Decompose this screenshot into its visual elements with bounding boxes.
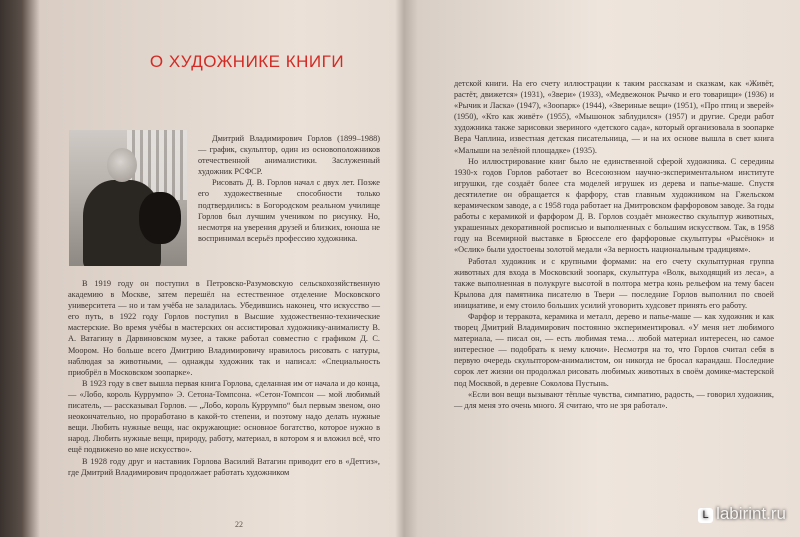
paragraph: Работал художник и с крупными формами: на его счету скульптурная группа животных для входа в Московский зоопарк, скульптура «Волк, выходящий из леса», а также выполненная в полукруге высотой в полтора метра конь рельефом на тему басен Крылова для памятника писателю в Твери — последние Горлов выполнил по своей инициативе, и ему стоило больших усилий уговорить худсовет принять его работу. <box>454 256 774 310</box>
paragraph: В 1919 году он поступил в Петровско-Разумовскую сельскохозяйственную академию в Москве, затем перешёл на естественное отделение Московского университета — но и там учёба не заладилась. Убедившись наконец, что искусство — его путь, в 1922 году Горлов поступил в Высшие художественно-технические мастерские. Во время учёбы в мастерских он ассистировал художнику-анималисту В. А. Ватагину в Дарвиновском музее, а также работал совместно с графиком Д. С. Моором. Но больше всего Дмитрию Владимировичу нравилось рисовать с натуры, наблюдая за животными, — однажды художник так и написал: «Специальность приобрёл в Московском зоопарке». <box>68 279 380 377</box>
labirint-logo-icon: L <box>698 508 713 523</box>
labirint-watermark <box>698 504 786 524</box>
paragraph: детской книги. На его счету иллюстрации к таким рассказам и сказкам, как «Живёт, растёт, движется» (1931), «Звери» (1933), «Медвежонок Рычко и его товарищи» (1936) и «Рычик и Ласка» (1947), «Зоопарк» (1944), «Звериные вещи» (1951), «Про птиц и зверей» (1950), «Кто как живёт» (1955), «Мышонок заблудился» (1957) и другие. Среди работ художника также зарисовки звериного «детского сада», который организовала в зоопарке Вера Чаплина, известная детская писательница, — и на их основе вышла в свет книга «Малыши на зелёной площадке» (1935). <box>454 79 774 155</box>
intro-text <box>198 133 380 244</box>
paragraph: В 1923 году в свет вышла первая книга Горлова, сделанная им от начала и до конца, — «Лобо, король Куррумпо» Э. Сетона-Томпсона. «Сетон-Томпсон — мой любимый писатель, — рассказывал Горлов. — „Лобо, король Куррумпо“ был первым звеном, оно неокончательно, но проработано в какой-то степени, и поэтому надо делать нужные вещи. Любить нужные вещи, нас окружающие: основное богатство, которое нужно в народ. Любить нужные вещи, природу, работу, материал, в котором я и вложил всё, что ещё подвижено во мне искусство». <box>68 378 380 455</box>
paragraph: Дмитрий Владимирович Горлов (1899–1988) — график, скульптор, один из основоположников отечественной анималистики. Заслуженный художник РСФСР. <box>198 134 380 177</box>
paragraph: В 1928 году друг и наставник Горлова Василий Ватагин приводит его в «Детгиз», где Дмитрий Владимирович продолжает работать художником <box>68 456 380 477</box>
watermark-text: labirint.ru <box>716 504 786 523</box>
paragraph: Фарфор и терракота, керамика и металл, дерево и папье-маше — как художник и как творец Дмитрий Владимирович постоянно экспериментировал. «У меня нет любимого материала, — писал он, — есть любимая тема… любой материал интересен, но самое интересное — подобрать к нему ключи». Несмотря на то, что Горлов считал себя в первую очередь скульптором-анималистом, он никогда не бросал карандаш. Последние сорок лет жизни он продолжал рисовать любимых животных в своём домике-мастерской под Москвой, в деревне Соколова Пустынь. <box>454 311 774 388</box>
left-page <box>30 0 402 537</box>
page-number: 22 <box>235 520 243 529</box>
paragraph: «Если вон вещи вызывают тёплые чувства, симпатию, радость, — говорил художник, — для меня это очень много. Я считаю, что не зря работал». <box>454 389 774 410</box>
artist-photo <box>69 130 187 266</box>
photo-head <box>107 148 137 182</box>
body-text <box>68 278 380 478</box>
body-text <box>454 78 774 411</box>
section-title: О ХУДОЖНИКЕ КНИГИ <box>149 52 345 71</box>
photo-dog <box>139 192 181 244</box>
paragraph: Рисовать Д. В. Горлов начал с двух лет. Позже его художественные способности только подтвердились: в Богородском реальном училище Горлов был лучшим учеником по рисунку. Но, несмотря на уверения друзей и близких, юноша не воспринимал всерьёз профессию художника. <box>198 178 380 243</box>
paragraph: Но иллюстрирование книг было не единственной сферой художника. С середины 1930-х годов Горлов работает во Всесоюзном научно-экспериментальном институте игрушки, где создаёт более ста моделей игрушек из дерева и папье-маше. Спустя десятилетие он обращается к фарфору, став главным художником на Гжельском керамическом заводе, а с 1958 года работает на Дмитровском фарфоровом заводе. За годы работы с керамикой и фарфором Д. В. Горлов создаёт множество скульптур животных, украшенных декоративной росписью и выполненных с большим искусством. Так, в 1958 году на Всемирной выставке в Брюсселе его фарфоровые скульптуры «Рысёнок» и «Ослик» были удостоены золотой медали «За верность национальным традициям». <box>454 156 774 255</box>
right-page <box>410 0 800 537</box>
